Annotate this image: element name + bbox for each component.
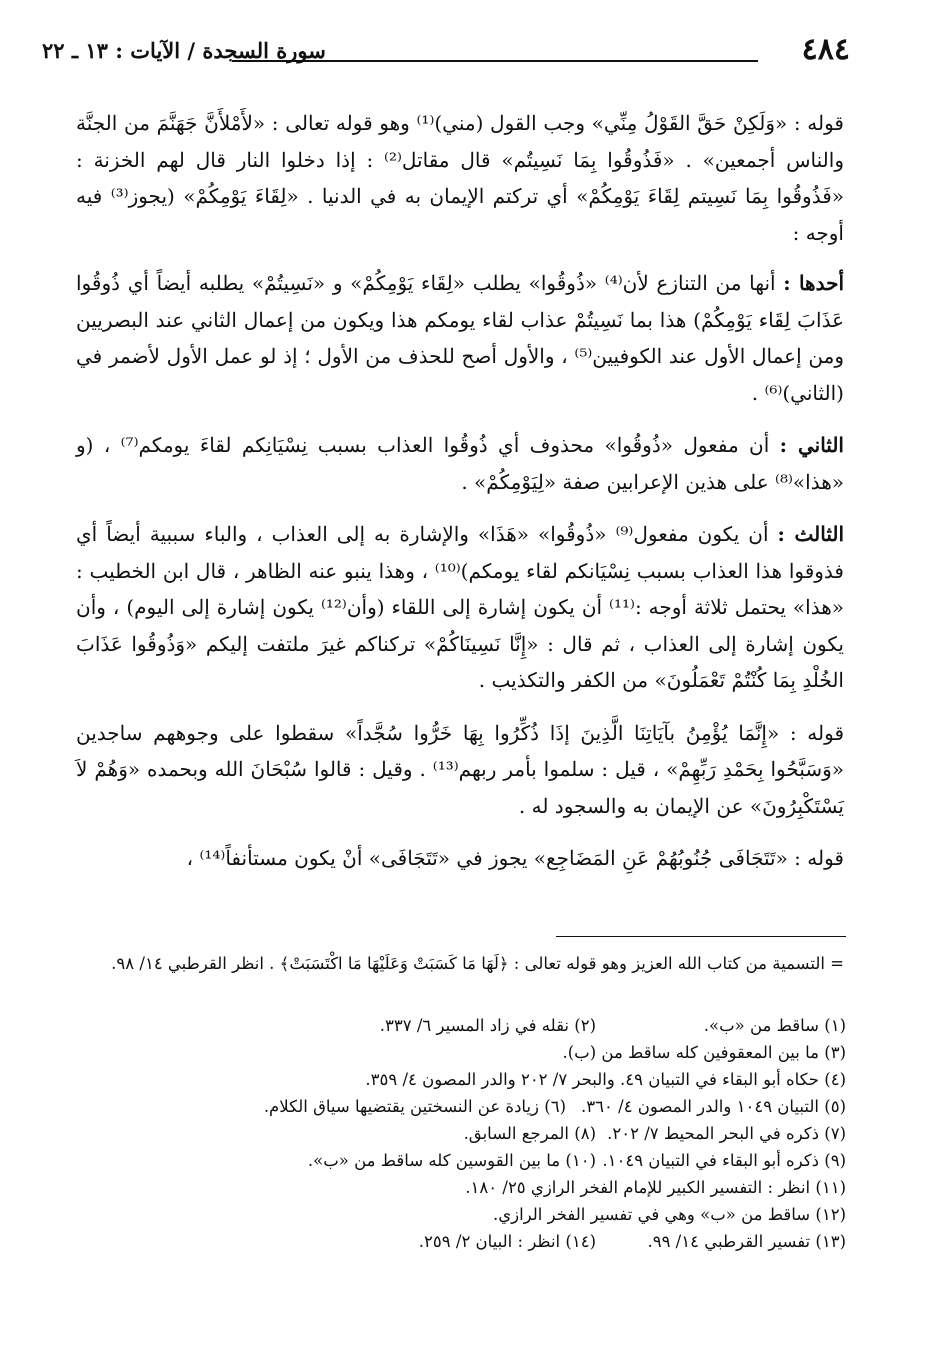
footnote-row <box>76 1093 846 1120</box>
paragraph: قوله : «وَلَكِنْ حَقَّ القَوْلُ مِنِّي» وجب القول (مني)⁽¹⁾ وهو قوله تعالى : «لأَمْلأَنَّ جَهَنَّمَ من الجنَّة والناس أجمعين» . «فَذُوقُوا بِمَا نَسِيتُم» قال مقاتل⁽²⁾ : إذا دخلوا النار قال لهم الخزنة : «فَذُوقُوا بِمَا نَسِيتم لِقَاءَ يَوْمِكُمْ» أي تركتم الإيمان به في الدنيا . «لِقَاءَ يَوْمِكُمْ» (يجوز⁽³⁾ فيه أوجه : <box>76 111 844 245</box>
footnote: (٩) ذكره أبو البقاء في التبيان ١٠٤٩. <box>602 1151 846 1170</box>
footnote-continuation: = التسمية من كتاب الله العزيز وهو قوله تعالى : ﴿لَهَا مَا كَسَبَتْ وَعَلَيْهَا مَا اكْتَسَبَتْ﴾ . انظر القرطبي ١٤/ ٩٨. <box>111 954 844 973</box>
footnote: (٧) ذكره في البحر المحيط ٧/ ٢٠٢. <box>607 1124 846 1143</box>
page-header <box>42 30 850 76</box>
footnote: (٢) نقله في زاد المسير ٦/ ٣٣٧. <box>379 1016 596 1035</box>
footnote-row <box>76 1228 846 1255</box>
paragraph: قوله : «تَتَجَافَى جُنُوبُهُمْ عَنِ المَضَاجِع» يجوز في «تَتَجَافَى» أنْ يكون مستأنفاً⁽¹⁴⁾ ، <box>186 846 844 870</box>
paragraph-text: أن يكون مفعول⁽⁹⁾ «ذُوقُوا» «هَذَا» والإشارة به إلى العذاب ، والباء سببية أيضاً أي فذوقوا هذا العذاب بسبب نِسْيَانكم لقاء يومكم)⁽¹⁰⁾ ، وهذا ينبو عنه الظاهر ، قال ابن الخطيب : «هذا» يحتمل ثلاثة أوجه :⁽¹¹⁾ أن يكون إشارة إلى اللقاء (وأن⁽¹²⁾ يكون إشارة إلى اليوم) ، وأن يكون إشارة إلى العذاب ، ثم قال : «إِنَّا نَسِينَاكُمْ» تركناكم غيرَ ملتفت إليكم «وَذُوقُوا عَذَابَ الخُلْدِ بِمَا كُنْتُمْ تَعْمَلُونَ» من الكفر والتكذيب . <box>76 522 844 692</box>
paragraph-lead: أحدها : <box>783 271 844 295</box>
page-number: ٤٨٤ <box>801 32 850 67</box>
paragraph <box>76 516 844 699</box>
footnote: (١٣) تفسير القرطبي ١٤/ ٩٩. <box>647 1232 846 1251</box>
footnote-row <box>76 1039 846 1066</box>
main-text <box>76 105 844 893</box>
footnote: (١١) انظر : التفسير الكبير للإمام الفخر الرازي ٢٥/ ١٨٠. <box>465 1178 846 1197</box>
footnote: (٣) ما بين المعقوفين كله ساقط من (ب). <box>562 1043 846 1062</box>
footnote-row <box>76 1147 846 1174</box>
paragraph-lead: الثالث : <box>777 522 845 546</box>
paragraph <box>76 427 844 500</box>
footnote-row <box>76 1120 846 1147</box>
footnote-separator <box>556 936 846 937</box>
footnote: (٥) التبيان ١٠٤٩ والدر المصون ٤/ ٣٦٠. <box>581 1097 846 1116</box>
paragraph: قوله : «إِنَّمَا يُؤْمِنُ بآيَاتِنَا الَّذِينَ إذَا ذُكِّرُوا بِهَا خَرُّوا سُجَّداً» سقطوا على وجوههم ساجدين «وَسَبَّحُوا بِحَمْدِ رَبِّهِمْ» ، قيل : سلموا بأمر ربهم⁽¹³⁾ . وقيل : قالوا سُبْحَانَ الله وبحمده «وَهُمْ لاَ يَسْتَكْبِرُونَ» عن الإيمان به والسجود له . <box>76 720 844 818</box>
footnote: (٨) المرجع السابق. <box>463 1124 596 1143</box>
footnote: (١) ساقط من «ب». <box>703 1016 846 1035</box>
footnote: (٤) حكاه أبو البقاء في التبيان ٤٩. والبحر ٧/ ٢٠٢ والدر المصون ٤/ ٣٥٩. <box>365 1070 846 1089</box>
footnote-row <box>76 1201 846 1228</box>
footnote: (١٢) ساقط من «ب» وهي في تفسير الفخر الرازي. <box>492 1205 846 1224</box>
running-title: سورة السجدة / الآيات : ١٣ ـ ٢٢ <box>42 38 326 63</box>
footnotes <box>76 1012 846 1255</box>
paragraph-text: أنها من التنازع لأن⁽⁴⁾ «ذُوقُوا» يطلب «لِقَاء يَوْمِكُمْ» و «نَسِيتُمْ» يطلبه أيضاً أي ذُوقُوا عَذَابَ لِقَاء يَوْمِكُمْ) هذا بما نَسِيتُمْ عذاب لقاء يومكم هذا ويكون من إعمال الثاني عند البصريين ومن إعمال الأول عند الكوفيين⁽⁵⁾ ، والأول أصح للحذف من الأول ؛ إذ لو عمل الأول لأضمر في (الثاني)⁽⁶⁾ . <box>76 271 844 405</box>
footnote: (١٠) ما بين القوسين كله ساقط من «ب». <box>307 1151 596 1170</box>
footnote-row <box>76 1174 846 1201</box>
footnote-row <box>76 1012 846 1039</box>
paragraph-lead: الثاني : <box>779 433 844 457</box>
paragraph <box>76 265 844 411</box>
paragraph-text: أن مفعول «ذُوقُوا» محذوف أي ذُوقُوا العذاب بسبب نِسْيَانِكم لقاءَ يومكم⁽⁷⁾ ، (و «هذا»⁽⁸⁾ على هذين الإعرابين صفة «لِيَوْمِكُمْ» . <box>76 433 844 494</box>
footnote: (١٤) انظر : البيان ٢/ ٢٥٩. <box>418 1232 596 1251</box>
footnote-row <box>76 1066 846 1093</box>
footnote: (٦) زيادة عن النسختين يقتضيها سياق الكلام. <box>263 1097 566 1116</box>
